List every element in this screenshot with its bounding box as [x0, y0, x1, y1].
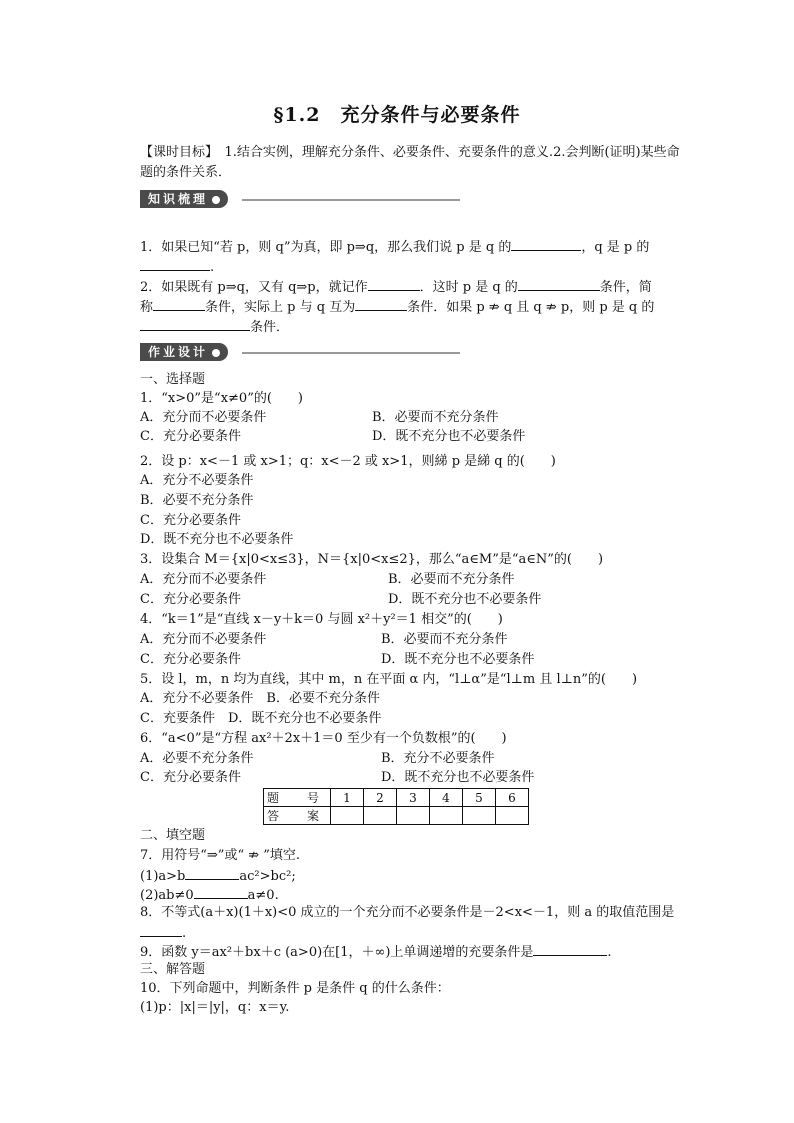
question-1-option-c[interactable]: C．充分必要条件	[140, 429, 241, 444]
question-1-option-b[interactable]: B．必要而不充分条件	[372, 410, 499, 425]
question-6-stem: 6．“a<0”是“方程 ax²＋2x＋1＝0 至少有一个负数根”的( )	[140, 731, 507, 746]
knowledge-item-2: 2．如果既有 p⇒q，又有 q⇒p，就记作 ．这时 p 是 q 的 条件，简	[140, 276, 652, 298]
question-2-option-a[interactable]: A．充分不必要条件	[140, 473, 254, 488]
fill-blank[interactable]	[355, 296, 407, 311]
answer-table-number: 4	[430, 789, 463, 807]
answer-cell[interactable]	[364, 807, 397, 825]
question-2-stem: 2．设 p：x<－1 或 x>1；q：x<－2 或 x>1，则綈 p 是綈 q 的( )	[140, 454, 556, 469]
answer-table	[263, 788, 529, 825]
answer-table-number: 5	[463, 789, 496, 807]
question-7-part-1: (1)a>b ac²>bc²;	[140, 865, 296, 887]
question-6-option-a[interactable]: A．必要不充分条件	[140, 751, 254, 766]
answer-cell[interactable]	[331, 807, 364, 825]
section-homework-label: 作业设计	[148, 345, 209, 359]
knowledge-item-1: 1．如果已知“若 p，则 q”为真，即 p⇒q，那么我们说 p 是 q 的 ，q 是 p 的	[140, 236, 649, 258]
part-fill-heading: 二、填空题	[140, 828, 206, 843]
answer-table-answer-label: 答 案	[264, 807, 331, 825]
knowledge-item-2-end: 条件．	[140, 316, 289, 338]
lesson-objective	[140, 143, 680, 183]
page-title: §1.2 充分条件与必要条件	[273, 104, 521, 126]
question-2-option-c[interactable]: C．充分必要条件	[140, 513, 241, 528]
section-tag-homework	[140, 343, 228, 361]
bullet-dot-icon	[212, 196, 220, 204]
question-6-option-c[interactable]: C．充分必要条件	[140, 770, 241, 785]
section-tag-knowledge	[140, 190, 228, 208]
question-10-part-1: (1)p：|x|＝|y|，q：x＝y.	[140, 1000, 290, 1015]
question-2-option-b[interactable]: B．必要不充分条件	[140, 493, 254, 508]
fill-blank[interactable]	[185, 865, 239, 880]
section-divider	[242, 352, 460, 354]
fill-blank[interactable]	[140, 922, 182, 937]
question-8-blank-line: .	[140, 922, 186, 944]
question-2-option-d[interactable]: D．既不充分也不必要条件	[140, 532, 294, 547]
section-knowledge-label: 知识梳理	[148, 192, 209, 206]
answer-table-number: 3	[397, 789, 430, 807]
question-3-option-a[interactable]: A．充分而不必要条件	[140, 572, 267, 587]
fill-blank[interactable]	[518, 276, 600, 291]
question-3-stem: 3．设集合 M＝{x|0<x≤3}，N＝{x|0<x≤2}，那么“a∈M”是“a∈N”的( )	[140, 552, 604, 567]
part-solve-heading: 三、解答题	[140, 962, 206, 977]
answer-cell[interactable]	[496, 807, 529, 825]
question-4-option-b[interactable]: B．必要而不充分条件	[381, 632, 508, 647]
objective-label: 【课时目标】	[140, 145, 212, 160]
question-7-part-2: (2)ab≠0 a≠0.	[140, 884, 279, 906]
question-5-options-ab[interactable]: A．充分不必要条件 B．必要不充分条件	[140, 691, 380, 706]
fill-blank[interactable]	[511, 236, 581, 251]
fill-blank[interactable]	[140, 256, 210, 271]
question-6-option-b[interactable]: B．充分不必要条件	[381, 751, 495, 766]
question-4-stem: 4．“k＝1”是“直线 x－y＋k＝0 与圆 x²＋y²＝1 相交”的( )	[140, 612, 503, 627]
answer-table-row-answers	[264, 807, 529, 825]
question-4-option-c[interactable]: C．充分必要条件	[140, 652, 241, 667]
section-divider	[242, 199, 460, 201]
knowledge-item-1-cont: .	[140, 256, 214, 278]
question-5-stem: 5．设 l，m，n 均为直线，其中 m，n 在平面 α 内，“l⊥α”是“l⊥m 且 l⊥n”的( )	[140, 672, 638, 687]
question-1-option-a[interactable]: A．充分而不必要条件	[140, 410, 267, 425]
answer-table-number: 6	[496, 789, 529, 807]
question-4-option-a[interactable]: A．充分而不必要条件	[140, 632, 267, 647]
question-3-option-c[interactable]: C．充分必要条件	[140, 592, 241, 607]
question-10-stem: 10．下列命题中，判断条件 p 是条件 q 的什么条件：	[140, 981, 450, 996]
question-9: 9．函数 y＝ax²＋bx＋c (a>0)在[1，＋∞)上单调递增的充要条件是 .	[140, 941, 612, 963]
answer-cell[interactable]	[463, 807, 496, 825]
fill-blank[interactable]	[153, 296, 205, 311]
answer-table-number: 1	[331, 789, 364, 807]
part-choice-heading: 一、选择题	[140, 372, 206, 387]
question-7-stem: 7．用符号“⇒”或“ ⇏ ”填空.	[140, 848, 301, 863]
question-1-option-d[interactable]: D．既不充分也不必要条件	[372, 429, 526, 444]
objective-text: 1.结合实例，理解充分条件、必要条件、充要条件的意义.2.会判断(证明)某些命题的条件关系．	[140, 145, 680, 180]
question-3-option-b[interactable]: B．必要而不充分条件	[388, 572, 515, 587]
question-6-option-d[interactable]: D．既不充分也不必要条件	[381, 770, 535, 785]
fill-blank[interactable]	[533, 941, 607, 956]
question-3-option-d[interactable]: D．既不充分也不必要条件	[388, 592, 542, 607]
bullet-dot-icon	[212, 349, 220, 357]
answer-table-number-label: 题 号	[264, 789, 331, 807]
fill-blank[interactable]	[368, 276, 420, 291]
answer-cell[interactable]	[397, 807, 430, 825]
fill-blank[interactable]	[140, 316, 250, 331]
answer-table-number: 2	[364, 789, 397, 807]
fill-blank[interactable]	[194, 884, 248, 899]
question-8-stem: 8．不等式(a＋x)(1＋x)<0 成立的一个充分而不必要条件是－2<x<－1，则 a 的取值范围是	[140, 905, 675, 920]
answer-cell[interactable]	[430, 807, 463, 825]
answer-table-row-numbers	[264, 789, 529, 807]
question-4-option-d[interactable]: D．既不充分也不必要条件	[381, 652, 535, 667]
knowledge-item-2-cont: 称 条件，实际上 p 与 q 互为 条件．如果 p ⇏ q 且 q ⇏ p，则 p 是 q 的	[140, 296, 654, 318]
question-5-options-cd[interactable]: C．充要条件 D．既不充分也不必要条件	[140, 711, 382, 726]
question-1-stem: 1．“x>0”是“x≠0”的( )	[140, 391, 303, 406]
